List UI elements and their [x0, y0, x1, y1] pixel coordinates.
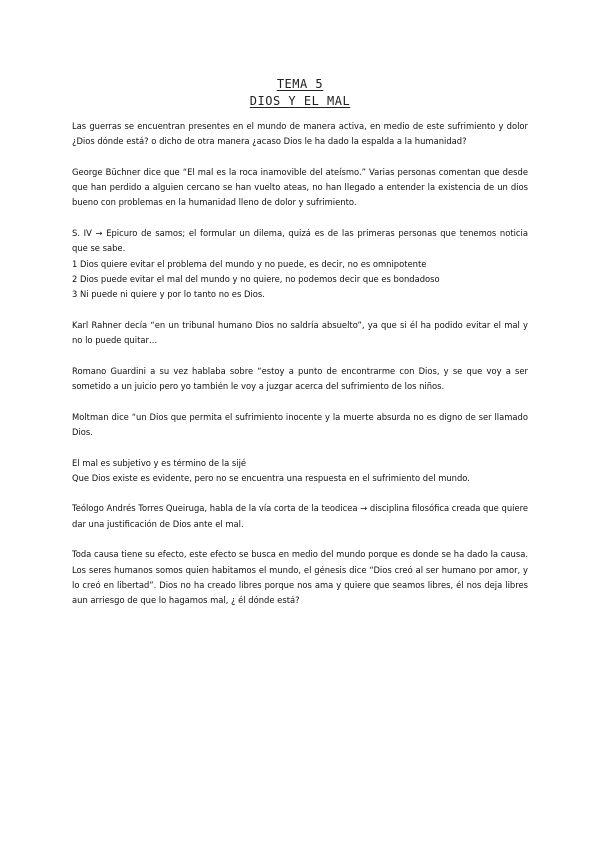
epicuro-intro: S. IV → Epicuro de samos; el formular un dilema, quizá es de las primeras personas que tenemos noticia que se sabe. [72, 228, 528, 254]
paragraph-moltman: Moltman dice “un Dios que permita el sufrimiento inocente y la muerte absurda no es digno de ser llamado Dios. [72, 411, 528, 437]
dilema-item-3: 3 Ni puede ni quiere y por lo tanto no es Dios. [72, 289, 265, 300]
dilema-item-2: 2 Dios puede evitar el mal del mundo y no quiere, no podemos decir que es bondadoso [72, 273, 440, 284]
paragraph-buchner: George Büchner dice que “El mal es la roca inamovible del ateísmo.” Varias personas comentan que desde que han perdido a alguien cercano se han vuelto ateas, no han llegado a entender la existencia de un dios bueno con problemas en la humanidad lleno de dolor y sufrimiento. [72, 166, 528, 208]
paragraph-epicuro [72, 226, 528, 302]
paragraph-queiruga: Teólogo Andrés Torres Queiruga, habla de la vía corta de la teodicea → disciplina filosófica creada que quiere dar una justificación de Dios ante el mal. [72, 503, 529, 529]
document-subtitle: DIOS Y EL MAL [249, 94, 351, 108]
document-body [72, 119, 528, 624]
paragraph-guardini: Romano Guardini a su vez hablaba sobre “estoy a punto de encontrarme con Dios, y se que voy a ser sometido a un juicio pero yo también le voy a juzgar acerca del sufrimiento de los niños. [72, 365, 528, 392]
dilema-item-1: 1 Dios quiere evitar el problema del mundo y no puede, es decir, no es omnipotente [72, 258, 427, 269]
title-block [0, 76, 600, 110]
paragraph-subjetivo [72, 456, 528, 487]
document-title: TEMA 5 [276, 77, 324, 91]
subjetivo-line-2: Que Dios existe es evidente, pero no se encuentra una respuesta en el sufrimiento del mundo. [72, 472, 470, 483]
subjetivo-line-1: El mal es subjetivo y es término de la sijé [72, 457, 247, 468]
paragraph-guerras: Las guerras se encuentran presentes en el mundo de manera activa, en medio de este sufrimiento y dolor ¿Dios dónde está? o dicho de otra manera ¿acaso Dios le ha dado la espalda a la humanidad? [72, 121, 528, 147]
paragraph-rahner: Karl Rahner decía “en un tribunal humano Dios no saldría absuelto”, ya que si él ha podido evitar el mal y no lo puede quitar… [72, 319, 528, 346]
paragraph-causa: Toda causa tiene su efecto, este efecto se busca en medio del mundo porque es donde se ha dado la causa. Los seres humanos somos quien habitamos el mundo, el génesis dice “Dios creó al ser humano por amor, y lo creó en libertad”. Dios no ha creado libres porque nos ama y quiere que seamos libres, él nos deja libres aun arriesgo de que lo hagamos mal, ¿ él dónde está? [72, 549, 528, 606]
